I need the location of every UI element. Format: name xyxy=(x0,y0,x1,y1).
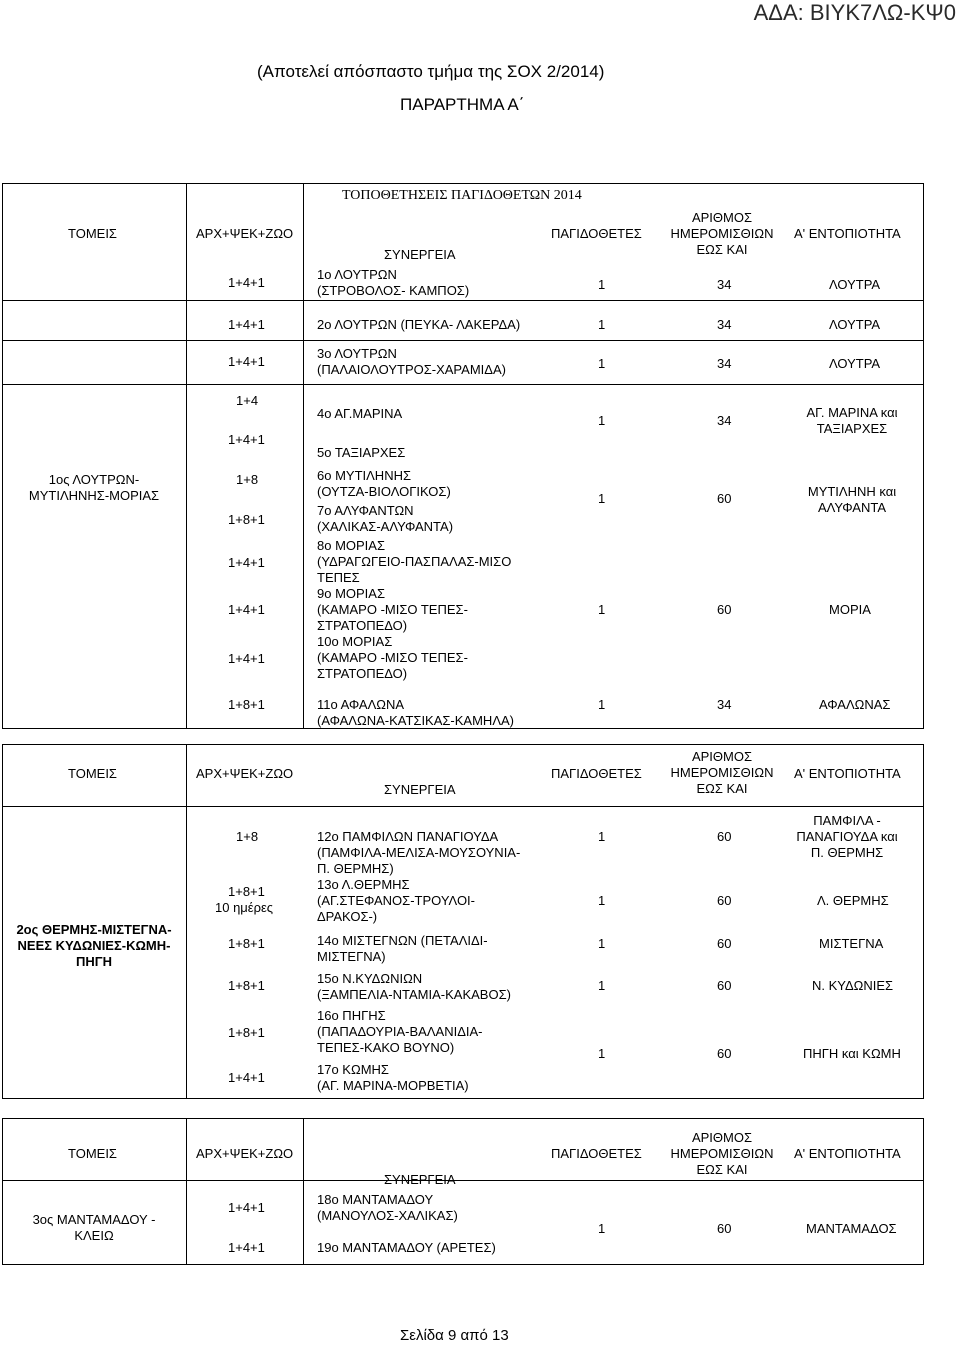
s2-r2-pag: 1 xyxy=(598,893,606,908)
row11-arx: 1+8+1 xyxy=(228,697,265,712)
header-tomeis: ΤΟΜΕΙΣ xyxy=(68,226,117,241)
group3-pagidothetes: 1 xyxy=(598,602,606,617)
row11-location: ΑΦΑΛΩΝΑΣ xyxy=(819,697,891,712)
row3-synergeia: 3ο ΛΟΥΤΡΩΝ (ΠΑΛΑΙΟΛΟΥΤΡΟΣ-ΧΑΡΑΜΙΔΑ) xyxy=(317,346,506,377)
row7-arx: 1+8+1 xyxy=(228,512,265,527)
s2-syn-14: 14ο ΜΙΣΤΕΓΝΩΝ (ΠΕΤΑΛΙΔΙ- ΜΙΣΤΕΓΝΑ) xyxy=(317,933,488,964)
group3-location: ΜΟΡΙΑ xyxy=(829,602,871,617)
ada-code: ΑΔΑ: ΒΙΥΚ7ΛΩ-ΚΨ0 xyxy=(753,0,956,25)
s3-days: 60 xyxy=(717,1221,732,1236)
row4-arx: 1+4 xyxy=(236,393,259,408)
page-number: Σελίδα 9 από 13 xyxy=(400,1327,509,1344)
row11-pagidothetes: 1 xyxy=(598,697,606,712)
group1-days: 34 xyxy=(717,413,732,428)
row7-synergeia: 7ο ΑΛΥΦΑΝΤΩΝ (ΧΑΛΙΚΑΣ-ΑΛΥΦΑΝΤΑ) xyxy=(317,503,454,534)
group2-location: ΜΥΤΙΛΗΝΗ και ΑΛΥΦΑΝΤΑ xyxy=(807,484,897,515)
s2-arx-6: 1+4+1 xyxy=(228,1070,265,1085)
s3-row1-synergeia: 18ο ΜΑΝΤΑΜΑΔΟΥ (ΜΑΝΟΥΛΟΣ-ΧΑΛΙΚΑΣ) xyxy=(317,1192,458,1223)
row4-synergeia: 4ο ΑΓ.ΜΑΡΙΝΑ xyxy=(317,406,403,421)
document-subtitle: (Αποτελεί απόσπαστο τμήμα της ΣΟΧ 2/2014) xyxy=(257,62,605,81)
group2-days: 60 xyxy=(717,491,732,506)
group2-pagidothetes: 1 xyxy=(598,491,606,506)
row2-arx: 1+4+1 xyxy=(228,317,265,332)
s2-syn-12: 12ο ΠΑΜΦΙΛΩΝ ΠΑΝΑΓΙΟΥΔΑ (ΠΑΜΦΙΛΑ-ΜΕΛΙΣΑ-ΜΟΥΣΟΥΝΙΑ- Π. ΘΕΡΜΗΣ) xyxy=(317,829,521,876)
s3-row2-synergeia: 19ο ΜΑΝΤΑΜΑΔΟΥ (ΑΡΕΤΕΣ) xyxy=(317,1240,496,1255)
s2-r1-pag: 1 xyxy=(598,829,606,844)
s2-r2-days: 60 xyxy=(717,893,732,908)
annex-title: ΠΑΡΑΡΤΗΜΑ Α΄ xyxy=(400,95,525,114)
s2-arx-3: 1+8+1 xyxy=(228,936,265,951)
s2-syn-15: 15ο Ν.ΚΥΔΩΝΙΩΝ (ΞΑΜΠΕΛΙΑ-ΝΤΑΜΙΑ-ΚΑΚΑΒΟΣ) xyxy=(317,971,511,1002)
s2-r3-pag: 1 xyxy=(598,936,606,951)
s2-header-pagidothetes: ΠΑΓΙΔΟΘΕΤΕΣ xyxy=(551,766,642,781)
row8-synergeia: 8ο ΜΟΡΙΑΣ (ΥΔΡΑΓΩΓΕΙΟ-ΠΑΣΠΑΛΑΣ-ΜΙΣΟ ΤΕΠΕΣ xyxy=(317,538,512,585)
row10-arx: 1+4+1 xyxy=(228,651,265,666)
group1-location: ΑΓ. ΜΑΡΙΝΑ και ΤΑΞΙΑΡΧΕΣ xyxy=(806,405,898,436)
row1-synergeia: 1ο ΛΟΥΤΡΩΝ (ΣΤΡΟΒΟΛΟΣ- ΚΑΜΠΟΣ) xyxy=(317,267,470,298)
row11-synergeia: 11ο ΑΦΑΛΩΝΑ (ΑΦΑΛΩΝΑ-ΚΑΤΣΙΚΑΣ-ΚΑΜΗΛΑ) xyxy=(317,697,514,728)
s2-r4-pag: 1 xyxy=(598,978,606,993)
s2-header-entopiotita: Α' ΕΝΤΟΠΙΟΤΗΤΑ xyxy=(794,766,901,781)
s2-arx-5: 1+8+1 xyxy=(228,1025,265,1040)
row1-location: ΛΟΥΤΡΑ xyxy=(829,277,881,292)
row9-synergeia: 9ο ΜΟΡΙΑΣ (ΚΑΜΑΡΟ -ΜΙΣΟ ΤΕΠΕΣ- ΣΤΡΑΤΟΠΕΔΟ) xyxy=(317,586,468,633)
row2-location: ΛΟΥΤΡΑ xyxy=(829,317,881,332)
s2-arx-4: 1+8+1 xyxy=(228,978,265,993)
s3-header-arithmos: ΑΡΙΘΜΟΣ ΗΜΕΡΟΜΙΣΘΙΩΝ ΕΩΣ ΚΑΙ xyxy=(670,1130,774,1177)
s2-r3-loc: ΜΙΣΤΕΓΝΑ xyxy=(819,936,884,951)
s3-header-tomeis: ΤΟΜΕΙΣ xyxy=(68,1146,117,1161)
s3-header-pagidothetes: ΠΑΓΙΔΟΘΕΤΕΣ xyxy=(551,1146,642,1161)
s2-r4-loc: Ν. ΚΥΔΩΝΙΕΣ xyxy=(812,978,894,993)
group1-pagidothetes: 1 xyxy=(598,413,606,428)
row11-days: 34 xyxy=(717,697,732,712)
row1-days: 34 xyxy=(717,277,732,292)
header-arx: ΑΡΧ+ΨΕΚ+ΖΩΟ xyxy=(196,226,294,241)
s3-pagidothetes: 1 xyxy=(598,1221,606,1236)
s2-arx-days: 10 ημέρες xyxy=(215,900,274,915)
row2-synergeia: 2ο ΛΟΥΤΡΩΝ (ΠΕΥΚΑ- ΛΑΚΕΡΔΑ) xyxy=(317,317,521,332)
s3-row2-arx: 1+4+1 xyxy=(228,1240,265,1255)
s2-r1-days: 60 xyxy=(717,829,732,844)
s2-r2-loc: Λ. ΘΕΡΜΗΣ xyxy=(817,893,889,908)
header-synergeia: ΣΥΝΕΡΓΕΙΑ xyxy=(384,247,456,262)
row5-synergeia: 5ο ΤΑΞΙΑΡΧΕΣ xyxy=(317,445,406,460)
s2-r3-days: 60 xyxy=(717,936,732,951)
s2-arx-1: 1+8 xyxy=(236,829,259,844)
sector-1: 1ος ΛΟΥΤΡΩΝ- ΜΥΤΙΛΗΝΗΣ-ΜΟΡΙΑΣ xyxy=(28,472,160,503)
s3-location: ΜΑΝΤΑΜΑΔΟΣ xyxy=(806,1221,897,1236)
row3-days: 34 xyxy=(717,356,732,371)
row6-arx: 1+8 xyxy=(236,472,259,487)
s2-header-arx: ΑΡΧ+ΨΕΚ+ΖΩΟ xyxy=(196,766,294,781)
s2-r5-pag: 1 xyxy=(598,1046,606,1061)
header-pagidothetes: ΠΑΓΙΔΟΘΕΤΕΣ xyxy=(551,226,642,241)
s3-header-arx: ΑΡΧ+ΨΕΚ+ΖΩΟ xyxy=(196,1146,294,1161)
s3-row1-arx: 1+4+1 xyxy=(228,1200,265,1215)
row8-arx: 1+4+1 xyxy=(228,555,265,570)
s2-syn-17: 17ο ΚΩΜΗΣ (ΑΓ. ΜΑΡΙΝΑ-ΜΟΡΒΕΤΙΑ) xyxy=(317,1062,469,1093)
row10-synergeia: 10ο ΜΟΡΙΑΣ (ΚΑΜΑΡΟ -ΜΙΣΟ ΤΕΠΕΣ- ΣΤΡΑΤΟΠΕΔΟ) xyxy=(317,634,468,681)
s2-header-synergeia: ΣΥΝΕΡΓΕΙΑ xyxy=(384,782,456,797)
s2-header-tomeis: ΤΟΜΕΙΣ xyxy=(68,766,117,781)
row9-arx: 1+4+1 xyxy=(228,602,265,617)
s2-r1-loc: ΠΑΜΦΙΛΑ - ΠΑΝΑΓΙΟΥΔΑ και Π. ΘΕΡΜΗΣ xyxy=(796,813,898,860)
s2-r5-days: 60 xyxy=(717,1046,732,1061)
row3-arx: 1+4+1 xyxy=(228,354,265,369)
row1-arx: 1+4+1 xyxy=(228,275,265,290)
s2-r4-days: 60 xyxy=(717,978,732,993)
sector-3: 3ος ΜΑΝΤΑΜΑΔΟΥ - ΚΛΕΙΩ xyxy=(32,1212,156,1243)
s2-header-arithmos: ΑΡΙΘΜΟΣ ΗΜΕΡΟΜΙΣΘΙΩΝ ΕΩΣ ΚΑΙ xyxy=(670,749,774,796)
s2-arx-2: 1+8+1 xyxy=(228,884,265,899)
row2-pagidothetes: 1 xyxy=(598,317,606,332)
s2-syn-16: 16ο ΠΗΓΗΣ (ΠΑΠΑΔΟΥΡΙΑ-ΒΑΛΑΝΙΔΙΑ- ΤΕΠΕΣ-ΚΑΚΟ ΒΟΥΝΟ) xyxy=(317,1008,483,1055)
s3-header-synergeia: ΣΥΝΕΡΓΕΙΑ xyxy=(384,1172,456,1187)
s2-syn-13: 13ο Λ.ΘΕΡΜΗΣ (ΑΓ.ΣΤΕΦΑΝΟΣ-ΤΡΟΥΛΟΙ- ΔΡΑΚΟΣ-) xyxy=(317,877,475,924)
sector-2: 2ος ΘΕΡΜΗΣ-ΜΙΣΤΕΓΝΑ- ΝΕΕΣ ΚΥΔΩΝΙΕΣ-ΚΩΜΗ- ΠΗΓΗ xyxy=(16,922,172,969)
row2-days: 34 xyxy=(717,317,732,332)
header-arithmos: ΑΡΙΘΜΟΣ ΗΜΕΡΟΜΙΣΘΙΩΝ ΕΩΣ ΚΑΙ xyxy=(670,210,774,257)
group3-days: 60 xyxy=(717,602,732,617)
row1-pagidothetes: 1 xyxy=(598,277,606,292)
s3-header-entopiotita: Α' ΕΝΤΟΠΙΟΤΗΤΑ xyxy=(794,1146,901,1161)
row6-synergeia: 6ο ΜΥΤΙΛΗΝΗΣ (ΟΥΤΖΑ-ΒΙΟΛΟΓΙΚΟΣ) xyxy=(317,468,451,499)
row3-location: ΛΟΥΤΡΑ xyxy=(829,356,881,371)
row3-pagidothetes: 1 xyxy=(598,356,606,371)
header-entopiotita: Α' ΕΝΤΟΠΙΟΤΗΤΑ xyxy=(794,226,901,241)
section1-title: ΤΟΠΟΘΕΤΗΣΕΙΣ ΠΑΓΙΔΟΘΕΤΩΝ 2014 xyxy=(342,188,582,203)
row5-arx: 1+4+1 xyxy=(228,432,265,447)
s2-r5-loc: ΠΗΓΗ και ΚΩΜΗ xyxy=(803,1046,901,1061)
